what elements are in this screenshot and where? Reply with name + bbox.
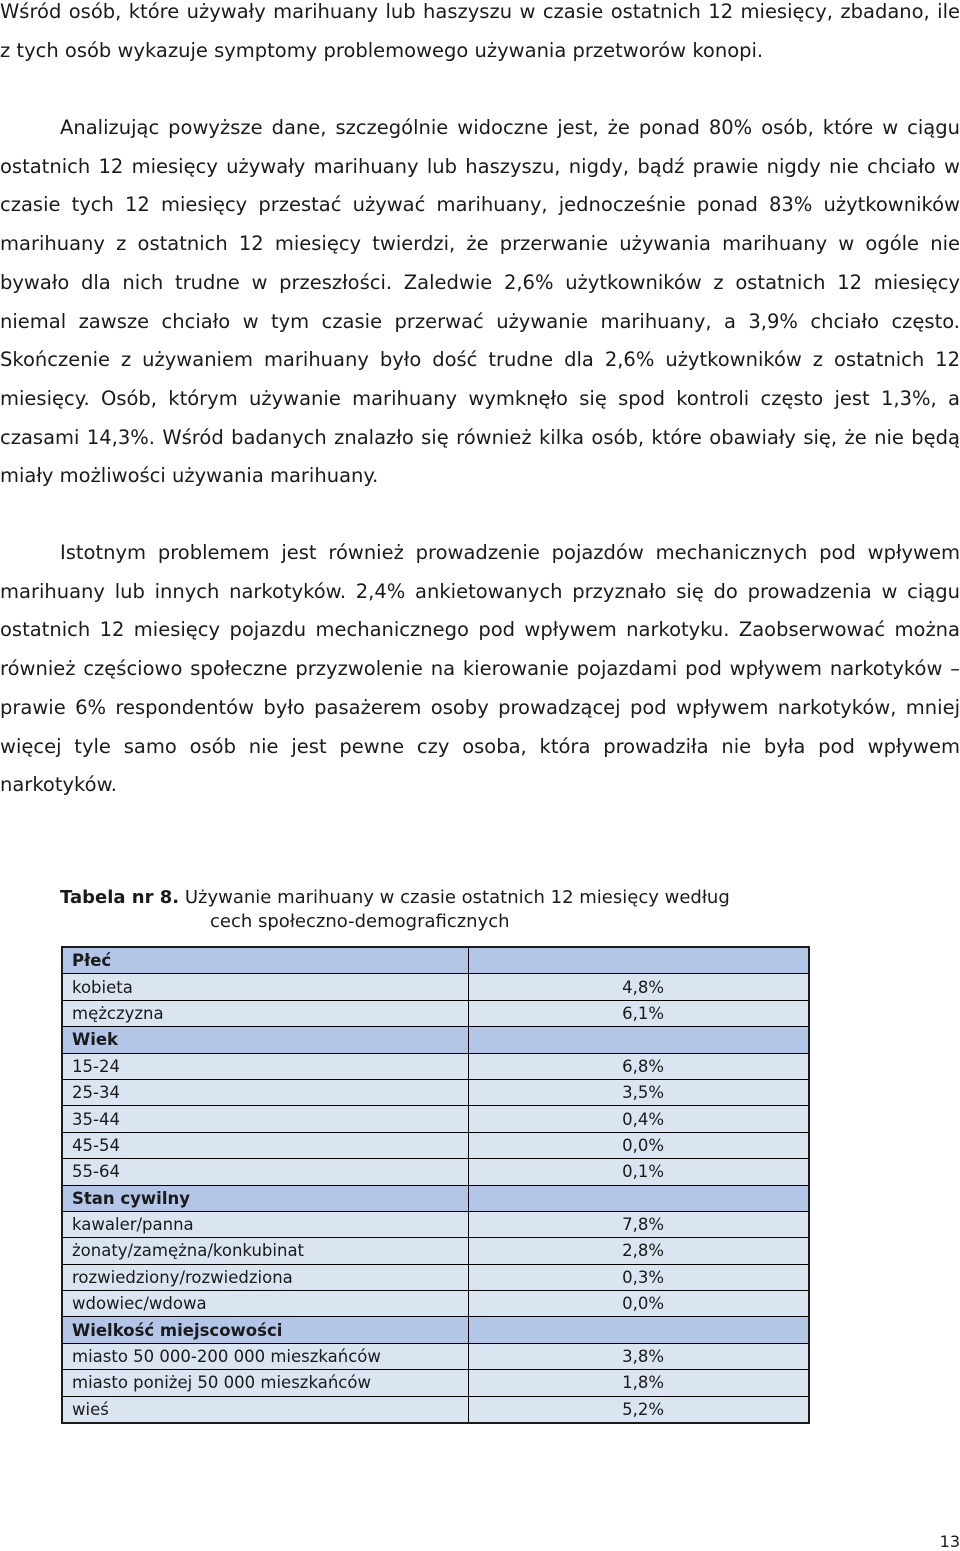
- page-number: 13: [939, 1532, 960, 1551]
- table-cell-label: Stan cywilny: [62, 1185, 469, 1211]
- table-row: [62, 1291, 809, 1317]
- table-row: [62, 1079, 809, 1105]
- table-cell-label: 45-54: [62, 1132, 469, 1158]
- table-cell-label: wieś: [62, 1396, 469, 1423]
- table-caption-line-1: Używanie marihuany w czasie ostatnich 12 miesięcy według: [184, 887, 730, 908]
- table-cell-value: 6,1%: [469, 1000, 810, 1026]
- table-row: [62, 1132, 809, 1158]
- table-cell-label: kawaler/panna: [62, 1211, 469, 1237]
- table-cell-value: 3,8%: [469, 1343, 810, 1369]
- table-cell-label: kobieta: [62, 974, 469, 1000]
- table-section-header: [62, 1027, 809, 1053]
- table-cell-value: [469, 1185, 810, 1211]
- table-cell-value: 0,4%: [469, 1106, 810, 1132]
- table-cell-value: 0,3%: [469, 1264, 810, 1290]
- data-table: [61, 946, 810, 1424]
- table-cell-value: 0,1%: [469, 1159, 810, 1185]
- table-cell-label: miasto 50 000-200 000 mieszkańców: [62, 1343, 469, 1369]
- table-row: [62, 1053, 809, 1079]
- table-cell-label: 25-34: [62, 1079, 469, 1105]
- data-table-body: [62, 947, 809, 1423]
- table-caption-line-2: cech społeczno-demograficznych: [210, 911, 510, 932]
- table-cell-label: 15-24: [62, 1053, 469, 1079]
- table-cell-value: [469, 947, 810, 974]
- table-row: [62, 1396, 809, 1423]
- paragraph-2: Analizując powyższe dane, szczególnie widoczne jest, że ponad 80% osób, które w ciągu ostatnich 12 miesięcy używały marihuany lub haszyszu, nigdy, bądź prawie nigdy nie chciało w czasie tych 12 miesięcy przestać używać marihuany, jednocześnie ponad 83% użytkowników marihuany z ostatnich 12 miesięcy twierdzi, że przerwanie używania marihuany w ogóle nie bywało dla nich trudne w przeszłości. Zaledwie 2,6% użytkowników z ostatnich 12 miesięcy niemal zawsze chciało w tym czasie przerwać używanie marihuany, a 3,9% chciało często. Skończenie z używaniem marihuany było dość trudne dla 2,6% użytkowników z ostatnich 12 miesięcy. Osób, którym używanie marihuany wymknęło się spod kontroli często jest 1,3%, a czasami 14,3%. Wśród badanych znalazło się również kilka osób, które obawiały się, że nie będą miały możliwości używania marihuany.: [0, 116, 960, 488]
- table-cell-value: 0,0%: [469, 1132, 810, 1158]
- table-caption-label: Tabela nr 8.: [60, 887, 180, 908]
- table-cell-value: 7,8%: [469, 1211, 810, 1237]
- table-cell-value: 3,5%: [469, 1079, 810, 1105]
- table-section-header: [62, 1317, 809, 1343]
- table-cell-value: [469, 1027, 810, 1053]
- table-row: [62, 1159, 809, 1185]
- table-section-header: [62, 947, 809, 974]
- table-row: [62, 1238, 809, 1264]
- table-cell-label: Wielkość miejscowości: [62, 1317, 469, 1343]
- table-cell-label: Płeć: [62, 947, 469, 974]
- table-cell-value: [469, 1317, 810, 1343]
- table-section-header: [62, 1185, 809, 1211]
- table-cell-label: 35-44: [62, 1106, 469, 1132]
- table-cell-value: 5,2%: [469, 1396, 810, 1423]
- table-cell-label: 55-64: [62, 1159, 469, 1185]
- table-cell-value: 6,8%: [469, 1053, 810, 1079]
- table-row: [62, 1370, 809, 1396]
- table-cell-value: 0,0%: [469, 1291, 810, 1317]
- table-cell-value: 2,8%: [469, 1238, 810, 1264]
- table-caption: [60, 886, 820, 934]
- table-row: [62, 974, 809, 1000]
- paragraph-1: Wśród osób, które używały marihuany lub haszyszu w czasie ostatnich 12 miesięcy, zbadano, ile z tych osób wykazuje symptomy problemowego używania przetworów konopi.: [0, 0, 960, 62]
- table-cell-label: rozwiedziony/rozwiedziona: [62, 1264, 469, 1290]
- table-row: [62, 1264, 809, 1290]
- table-cell-label: miasto poniżej 50 000 mieszkańców: [62, 1370, 469, 1396]
- table-cell-label: żonaty/zamężna/konkubinat: [62, 1238, 469, 1264]
- table-cell-label: wdowiec/wdowa: [62, 1291, 469, 1317]
- table-row: [62, 1000, 809, 1026]
- table-cell-value: 4,8%: [469, 974, 810, 1000]
- table-cell-label: Wiek: [62, 1027, 469, 1053]
- paragraph-3: Istotnym problemem jest również prowadzenie pojazdów mechanicznych pod wpływem marihuany lub innych narkotyków. 2,4% ankietowanych przyznało się do prowadzenia w ciągu ostatnich 12 miesięcy pojazdu mechanicznego pod wpływem narkotyku. Zaobserwować można również częściowo społeczne przyzwolenie na kierowanie pojazdami pod wpływem narkotyków – prawie 6% respondentów było pasażerem osoby prowadzącej pod wpływem narkotyków, mniej więcej tyle samo osób nie jest pewne czy osoba, która prowadziła nie była pod wpływem narkotyków.: [0, 541, 960, 797]
- table-cell-label: mężczyzna: [62, 1000, 469, 1026]
- table-row: [62, 1211, 809, 1237]
- table-row: [62, 1106, 809, 1132]
- table-cell-value: 1,8%: [469, 1370, 810, 1396]
- table-row: [62, 1343, 809, 1369]
